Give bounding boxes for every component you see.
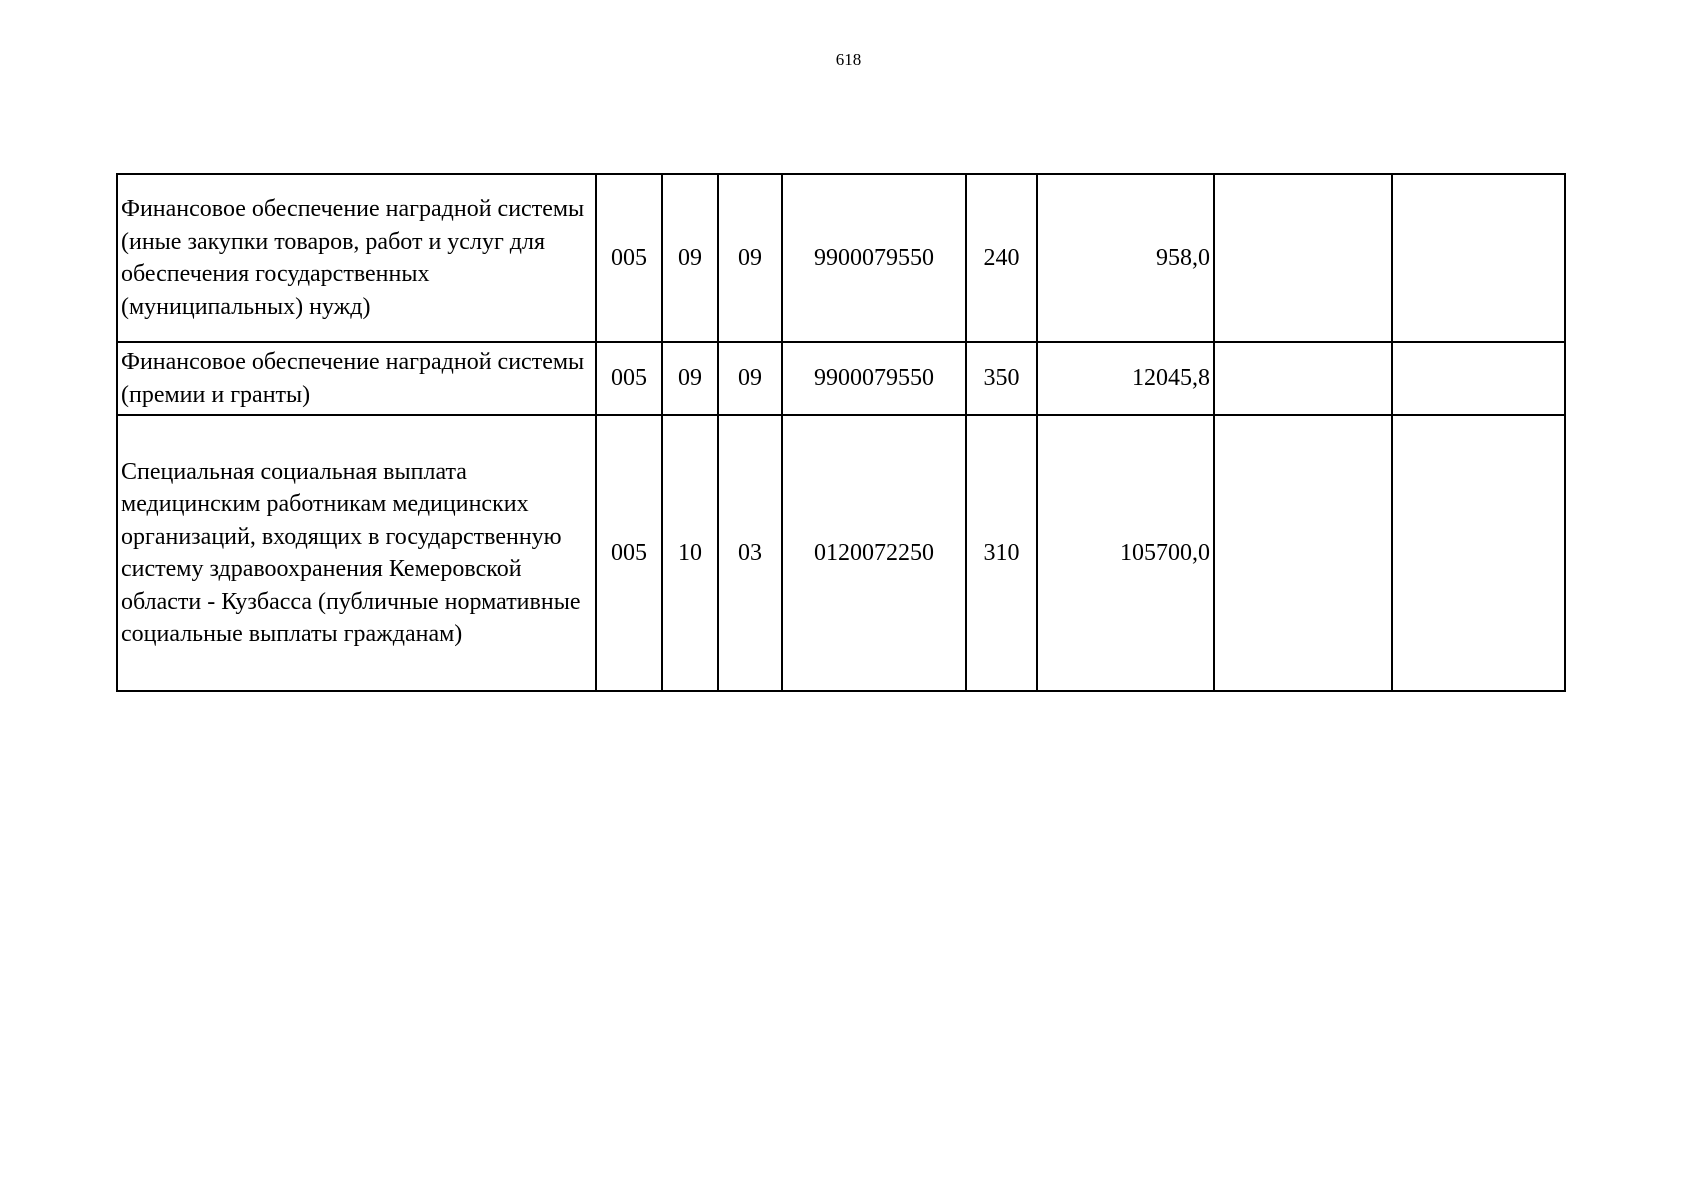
amount-col-9 bbox=[1392, 342, 1565, 415]
ministry-code: 005 bbox=[596, 174, 662, 342]
section-code: 10 bbox=[662, 415, 718, 691]
row-description: Финансовое обеспечение наградной системы (иные закупки товаров, работ и услуг для обеспечения государственных (муниципальных) нужд) bbox=[117, 174, 596, 342]
subsection-code: 03 bbox=[718, 415, 782, 691]
subsection-code: 09 bbox=[718, 174, 782, 342]
amount: 12045,8 bbox=[1037, 342, 1214, 415]
amount-col-9 bbox=[1392, 415, 1565, 691]
section-code: 09 bbox=[662, 174, 718, 342]
row-description: Финансовое обеспечение наградной системы (премии и гранты) bbox=[117, 342, 596, 415]
amount-col-8 bbox=[1214, 415, 1392, 691]
table-row bbox=[117, 415, 1565, 691]
amount-col-8 bbox=[1214, 342, 1392, 415]
expense-type-code: 350 bbox=[966, 342, 1037, 415]
table-row bbox=[117, 342, 1565, 415]
ministry-code: 005 bbox=[596, 415, 662, 691]
budget-table bbox=[116, 173, 1566, 692]
target-article-code: 9900079550 bbox=[782, 342, 966, 415]
amount-col-9 bbox=[1392, 174, 1565, 342]
target-article-code: 9900079550 bbox=[782, 174, 966, 342]
table-row bbox=[117, 174, 1565, 342]
expense-type-code: 310 bbox=[966, 415, 1037, 691]
page-number: 618 bbox=[835, 50, 862, 69]
target-article-code: 0120072250 bbox=[782, 415, 966, 691]
expense-type-code: 240 bbox=[966, 174, 1037, 342]
subsection-code: 09 bbox=[718, 342, 782, 415]
amount: 105700,0 bbox=[1037, 415, 1214, 691]
section-code: 09 bbox=[662, 342, 718, 415]
amount: 958,0 bbox=[1037, 174, 1214, 342]
ministry-code: 005 bbox=[596, 342, 662, 415]
row-description: Специальная социальная выплата медицинским работникам медицинских организаций, входящих в государственную систему здравоохранения Кемеровской области - Кузбасса (публичные нормативные социальные выплаты гражданам) bbox=[117, 415, 596, 691]
amount-col-8 bbox=[1214, 174, 1392, 342]
